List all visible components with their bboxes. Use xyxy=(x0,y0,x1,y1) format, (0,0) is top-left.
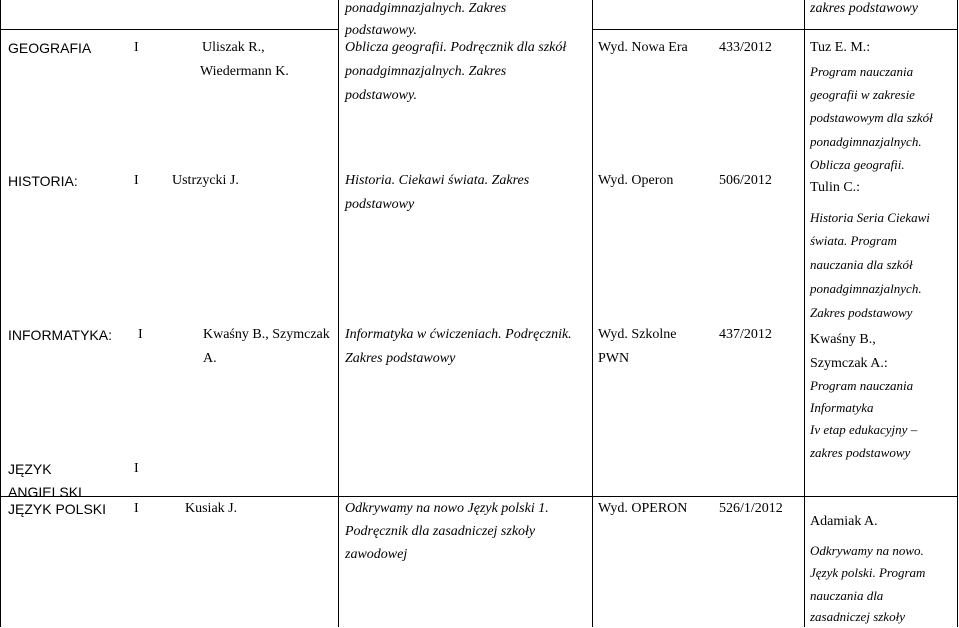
program-historia: Zakres podstawowy xyxy=(810,305,913,320)
row-divider xyxy=(592,29,804,30)
subject-informatyka: INFORMATYKA: xyxy=(8,327,112,343)
row-divider xyxy=(0,496,958,497)
level-historia: I xyxy=(134,173,139,188)
title-polski: Odkrywamy na nowo Język polski 1. xyxy=(345,501,549,516)
program-geografia: Program nauczania xyxy=(810,64,914,79)
table-border-left xyxy=(0,0,1,627)
publisher-informatyka: PWN xyxy=(598,351,630,366)
program-polski: Odkrywamy na nowo. xyxy=(810,543,924,558)
program-polski: Adamiak A. xyxy=(810,514,878,529)
program-historia: Historia Seria Ciekawi xyxy=(810,210,930,225)
program-geografia: ponadgimnazjalnych. xyxy=(810,134,922,149)
number-informatyka: 437/2012 xyxy=(719,327,772,342)
program-polski: Język polski. Program xyxy=(810,565,926,580)
title-informatyka: Zakres podstawowy xyxy=(345,351,456,366)
program-informatyka: Iv etap edukacyjny – xyxy=(810,422,918,437)
row-divider xyxy=(0,29,338,30)
program-informatyka: Program nauczania xyxy=(810,378,914,393)
program-historia: ponadgimnazjalnych. xyxy=(810,281,922,296)
number-polski: 526/1/2012 xyxy=(719,501,783,516)
level-informatyka: I xyxy=(138,327,143,342)
title-polski: zawodowej xyxy=(345,547,408,562)
column-divider xyxy=(804,0,805,627)
title-historia: Historia. Ciekawi świata. Zakres xyxy=(345,173,530,188)
subject-geografia: GEOGRAFIA xyxy=(8,40,92,56)
authors-informatyka: Kwaśny B., Szymczak xyxy=(203,327,330,342)
title-informatyka: Informatyka w ćwiczeniach. Podręcznik. xyxy=(345,327,572,342)
subject-historia: HISTORIA: xyxy=(8,173,78,189)
program-informatyka: Szymczak A.: xyxy=(810,356,888,371)
authors-polski: Kusiak J. xyxy=(185,501,238,516)
publisher-historia: Wyd. Operon xyxy=(598,173,674,188)
level-angielski: I xyxy=(134,461,139,476)
top-title-line: podstawowy. xyxy=(345,23,417,38)
top-title-line: ponadgimnazjalnych. Zakres xyxy=(345,1,507,16)
program-geografia: podstawowym dla szkół xyxy=(810,110,933,125)
number-geografia: 433/2012 xyxy=(719,40,772,55)
publisher-geografia: Wyd. Nowa Era xyxy=(598,40,688,55)
title-geografia: podstawowy. xyxy=(345,88,417,103)
authors-geografia: Wiedermann K. xyxy=(200,64,289,79)
level-polski: I xyxy=(134,501,139,516)
table-border-right xyxy=(957,0,958,627)
authors-informatyka: A. xyxy=(203,351,217,366)
title-polski: Podręcznik dla zasadniczej szkoły xyxy=(345,524,536,539)
program-geografia: Oblicza geografii. xyxy=(810,157,905,172)
title-historia: podstawowy xyxy=(345,197,415,212)
title-geografia: ponadgimnazjalnych. Zakres xyxy=(345,64,507,79)
row-divider xyxy=(804,29,958,30)
authors-geografia: Uliszak R., xyxy=(202,40,265,55)
program-historia: nauczania dla szkół xyxy=(810,257,913,272)
publisher-polski: Wyd. OPERON xyxy=(598,501,688,516)
subject-angielski: JĘZYK xyxy=(8,461,52,477)
authors-historia: Ustrzycki J. xyxy=(172,173,239,188)
title-geografia: Oblicza geografii. Podręcznik dla szkół xyxy=(345,40,567,55)
subject-polski: JĘZYK POLSKI xyxy=(8,501,107,517)
program-geografia: Tuz E. M.: xyxy=(810,40,871,55)
level-geografia: I xyxy=(134,40,139,55)
program-polski: zasadniczej szkoły xyxy=(810,609,905,624)
column-divider xyxy=(338,0,339,627)
program-historia: Tulin C.: xyxy=(810,180,861,195)
program-polski: nauczania dla xyxy=(810,588,884,603)
column-divider xyxy=(592,0,593,627)
program-geografia: geografii w zakresie xyxy=(810,87,915,102)
publisher-informatyka: Wyd. Szkolne xyxy=(598,327,677,342)
program-informatyka: Informatyka xyxy=(810,400,874,415)
top-program-line: zakres podstawowy xyxy=(810,1,918,16)
number-historia: 506/2012 xyxy=(719,173,772,188)
program-informatyka: zakres podstawowy xyxy=(810,445,911,460)
program-historia: świata. Program xyxy=(810,233,897,248)
subject-angielski: ANGIELSKI xyxy=(8,484,82,500)
program-informatyka: Kwaśny B., xyxy=(810,332,876,347)
